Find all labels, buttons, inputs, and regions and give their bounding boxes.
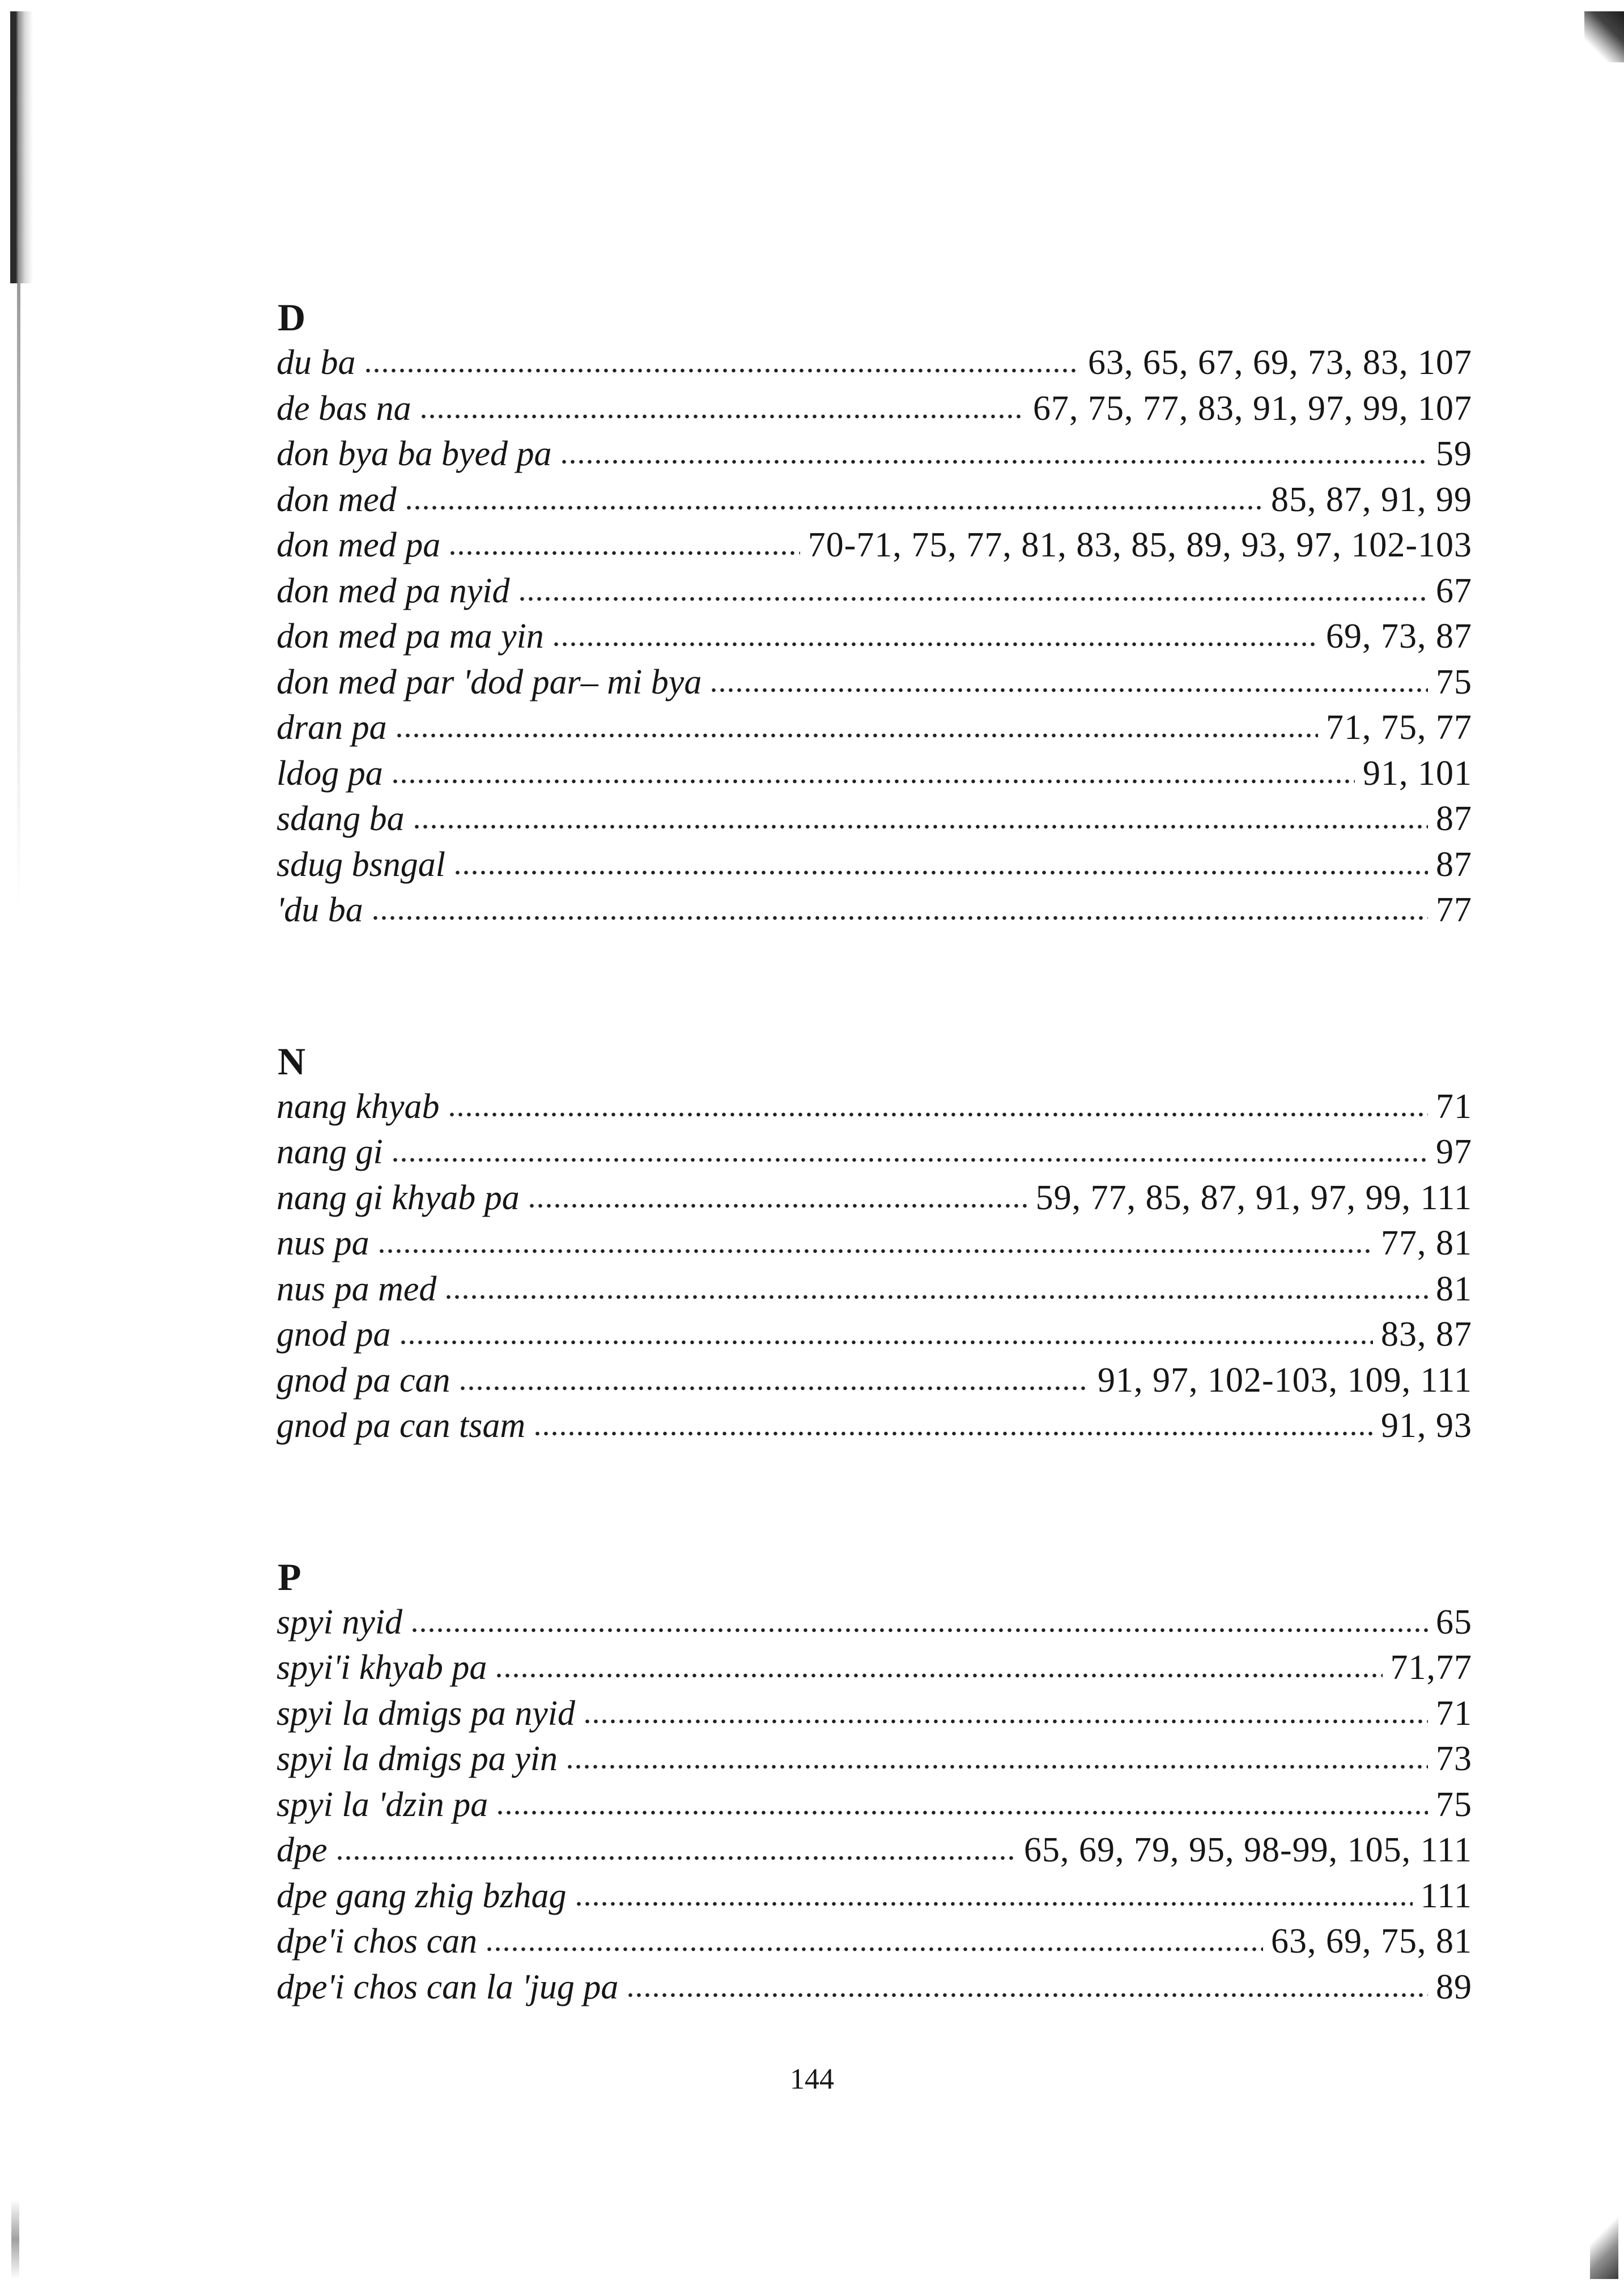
index-term: dpe'i chos can la 'jug pa — [277, 1967, 619, 2006]
index-page-refs: 71 — [1436, 1694, 1472, 1733]
index-entry — [277, 1645, 1472, 1691]
index-page-refs: 67, 75, 77, 83, 91, 97, 99, 107 — [1033, 389, 1472, 428]
index-term: spyi'i khyab pa — [277, 1648, 487, 1687]
index-term: 'du ba — [277, 891, 363, 929]
index-page-refs: 77 — [1436, 891, 1472, 929]
index-term: nang gi — [277, 1133, 383, 1171]
index-entry — [277, 1736, 1472, 1782]
index-page-refs: 87 — [1436, 845, 1472, 884]
dot-leader — [391, 776, 1355, 787]
index-term: gnod pa can — [277, 1360, 450, 1400]
index-entry — [277, 1266, 1472, 1312]
index-section — [277, 295, 1472, 933]
index-term: don med pa nyid — [277, 571, 510, 610]
index-page-refs: 75 — [1436, 662, 1472, 701]
index-page-refs: 71 — [1436, 1087, 1472, 1126]
dot-leader — [448, 547, 800, 559]
index-page-refs: 70-71, 75, 77, 81, 83, 85, 89, 93, 97, 102-103 — [807, 526, 1472, 564]
dot-leader — [566, 1761, 1428, 1772]
scan-corner-bottom-right — [1590, 2217, 1618, 2279]
index-page-refs: 91, 101 — [1363, 754, 1472, 793]
index-term: spyi la dmigs pa nyid — [277, 1694, 575, 1733]
index-entry — [277, 1965, 1472, 2010]
dot-leader — [395, 730, 1318, 741]
index-entry — [277, 1827, 1472, 1873]
index-entry — [277, 1129, 1472, 1175]
index-term: sdug bsngal — [277, 845, 445, 884]
index-page-refs: 73 — [1436, 1740, 1472, 1778]
index-term: dpe gang zhig bzhag — [277, 1876, 567, 1915]
dot-leader — [518, 593, 1428, 605]
index-term: spyi la 'dzin pa — [277, 1785, 488, 1824]
dot-leader — [626, 1989, 1428, 2001]
dot-leader — [495, 1670, 1382, 1681]
index-term: gnod pa — [277, 1315, 391, 1354]
index-term: sdang ba — [277, 800, 405, 838]
dot-leader — [399, 1337, 1374, 1348]
dot-leader — [496, 1807, 1428, 1818]
dot-leader — [377, 1245, 1373, 1257]
index-term: nus pa — [277, 1224, 369, 1262]
index-term: du ba — [277, 343, 356, 382]
index-entry — [277, 1919, 1472, 1965]
index-page-refs: 89 — [1436, 1967, 1472, 2006]
dot-leader — [709, 684, 1428, 696]
index-term: ldog pa — [277, 754, 383, 793]
index-entry — [277, 568, 1472, 614]
dot-leader — [364, 365, 1081, 376]
index-term: dpe — [277, 1831, 328, 1869]
index-page-refs: 87 — [1436, 800, 1472, 838]
index-entry — [277, 796, 1472, 842]
index-page-refs: 77, 81 — [1381, 1224, 1472, 1262]
index-page-refs: 111 — [1420, 1876, 1472, 1915]
index-term: don med par 'dod par– mi bya — [277, 662, 702, 701]
scan-edge-left-thin — [17, 283, 20, 907]
index-section — [277, 1039, 1472, 1449]
dot-leader — [575, 1898, 1413, 1910]
dot-leader — [405, 502, 1263, 513]
index-entry — [277, 1782, 1472, 1828]
dot-leader — [444, 1291, 1428, 1303]
index-term: don bya ba byed pa — [277, 435, 552, 473]
index-term: nang gi khyab pa — [277, 1178, 520, 1217]
section-letter: N — [278, 1039, 306, 1083]
dot-leader — [533, 1428, 1373, 1439]
dot-leader — [560, 456, 1428, 467]
dot-leader — [413, 821, 1428, 832]
index-page-refs: 63, 65, 67, 69, 73, 83, 107 — [1088, 343, 1472, 382]
index-entry — [277, 386, 1472, 432]
dot-leader — [583, 1716, 1428, 1727]
index-term: don med pa — [277, 526, 441, 564]
index-page-refs: 59, 77, 85, 87, 91, 97, 99, 111 — [1035, 1178, 1472, 1217]
index-term: nus pa med — [277, 1269, 437, 1308]
index-page-refs: 65 — [1436, 1602, 1472, 1642]
glossary-index — [277, 295, 1472, 2010]
index-term: gnod pa can tsam — [277, 1406, 526, 1445]
index-entry — [277, 1358, 1472, 1404]
index-entry — [277, 1312, 1472, 1358]
index-term: dpe'i chos can — [277, 1922, 478, 1961]
index-term: dran pa — [277, 708, 387, 747]
index-term: spyi nyid — [277, 1602, 403, 1642]
scan-edge-left — [10, 11, 33, 283]
index-entry — [277, 522, 1472, 568]
index-entry — [277, 1084, 1472, 1130]
dot-leader — [410, 1625, 1428, 1636]
index-page-refs: 81 — [1436, 1269, 1472, 1308]
dot-leader — [391, 1154, 1428, 1166]
index-page-refs: 83, 87 — [1381, 1315, 1472, 1354]
index-page-refs: 71, 75, 77 — [1326, 708, 1472, 747]
index-entry — [277, 477, 1472, 523]
dot-leader — [419, 411, 1025, 422]
index-page-refs: 91, 97, 102-103, 109, 111 — [1097, 1360, 1472, 1400]
dot-leader — [485, 1944, 1263, 1955]
index-entry — [277, 1873, 1472, 1919]
index-page-refs: 97 — [1436, 1133, 1472, 1171]
index-entry — [277, 887, 1472, 933]
index-entry — [277, 1600, 1472, 1646]
index-term: don med pa ma yin — [277, 617, 544, 656]
index-page-refs: 85, 87, 91, 99 — [1271, 480, 1472, 519]
index-term: spyi la dmigs pa yin — [277, 1740, 558, 1778]
dot-leader — [458, 1383, 1090, 1394]
dot-leader — [453, 867, 1428, 878]
index-entry — [277, 1691, 1472, 1737]
index-page-refs: 67 — [1436, 571, 1472, 610]
index-entry — [277, 340, 1472, 386]
index-term: nang khyab — [277, 1087, 440, 1126]
index-entry — [277, 614, 1472, 660]
index-page-refs: 69, 73, 87 — [1326, 617, 1472, 656]
index-entry — [277, 660, 1472, 705]
index-page-refs: 71,77 — [1390, 1648, 1472, 1687]
index-entry — [277, 705, 1472, 751]
page-number: 144 — [790, 2063, 834, 2095]
index-entry — [277, 431, 1472, 477]
index-page-refs: 59 — [1436, 435, 1472, 473]
index-entry — [277, 842, 1472, 888]
scan-edge-bottom-left — [11, 2200, 19, 2279]
dot-leader — [528, 1200, 1028, 1211]
dot-leader — [448, 1109, 1428, 1120]
section-letter: D — [278, 296, 306, 339]
scan-corner-top-right — [1584, 11, 1624, 62]
index-page-refs: 65, 69, 79, 95, 98-99, 105, 111 — [1023, 1831, 1472, 1869]
index-entry — [277, 751, 1472, 797]
index-page-refs: 91, 93 — [1381, 1406, 1472, 1445]
dot-leader — [552, 639, 1318, 650]
dot-leader — [335, 1852, 1016, 1864]
index-entry — [277, 1175, 1472, 1221]
index-page-refs: 75 — [1436, 1785, 1472, 1824]
index-page-refs: 63, 69, 75, 81 — [1271, 1922, 1472, 1961]
index-term: don med — [277, 480, 397, 519]
index-entry — [277, 1221, 1472, 1266]
index-term: de bas na — [277, 389, 411, 428]
index-section — [277, 1554, 1472, 2010]
index-entry — [277, 1403, 1472, 1449]
dot-leader — [371, 912, 1428, 924]
section-letter: P — [278, 1555, 301, 1598]
